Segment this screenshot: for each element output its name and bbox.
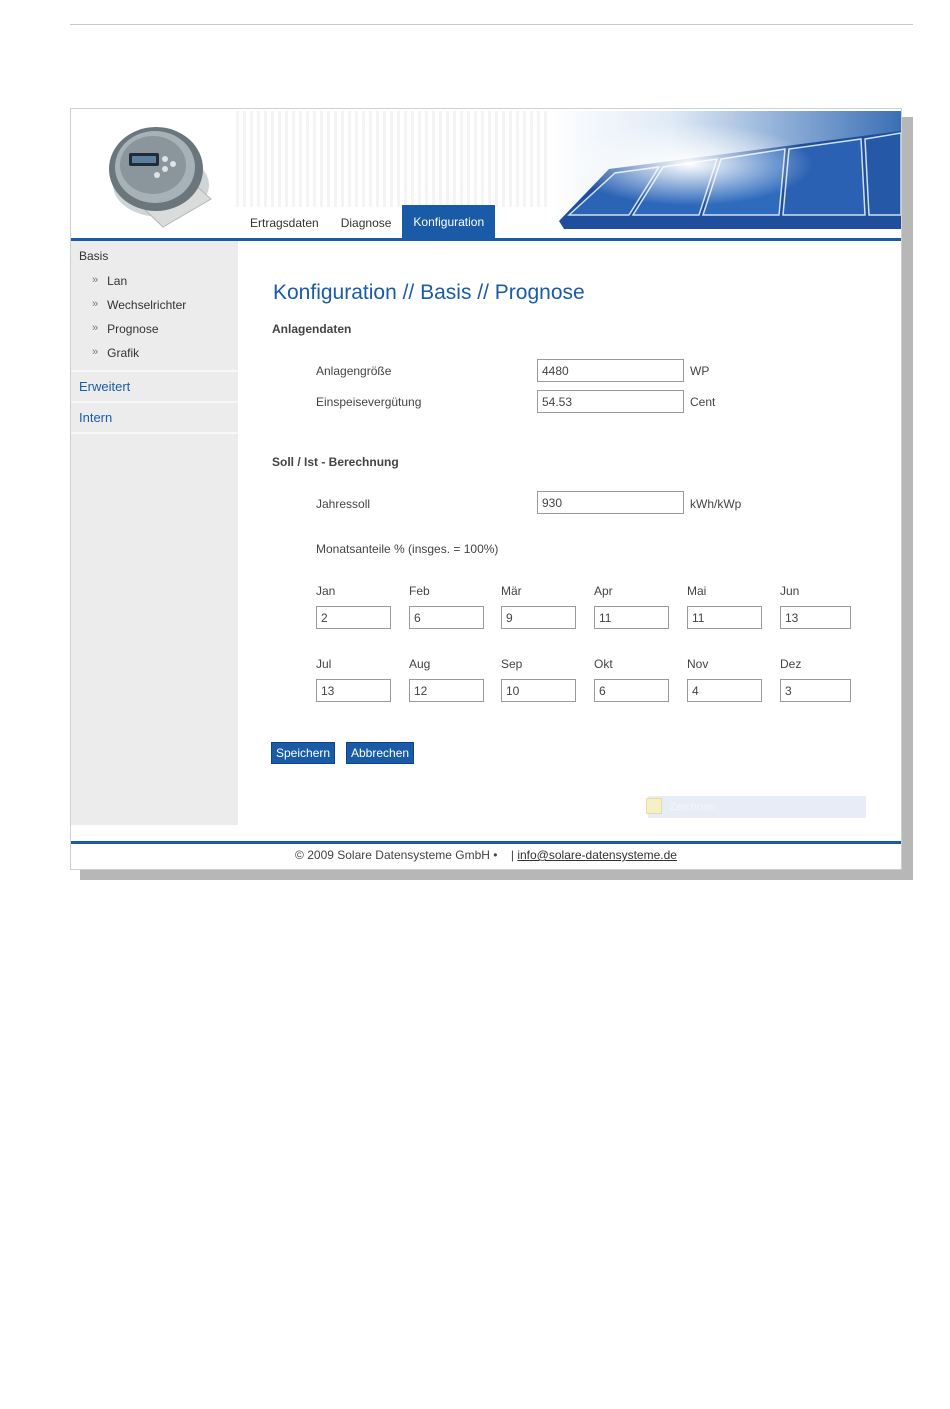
sidebar-item-prognose[interactable] [71,317,238,341]
sidebar-item-label: Prognose [107,322,159,336]
jahressoll-input[interactable] [537,491,684,514]
sidebar-item-lan[interactable] [71,269,238,293]
bullet-icon: » [92,298,99,310]
cancel-button[interactable]: Abbrechen [346,742,414,764]
anlagengroesse-input[interactable] [537,359,684,382]
tab-ertragsdaten[interactable]: Ertragsdaten [250,216,319,230]
month-label-mai: Mai [687,584,707,598]
header-decoration [236,111,556,207]
sidebar-link-intern[interactable]: Intern [71,403,238,434]
month-input-apr[interactable] [594,606,669,629]
month-label-feb: Feb [409,584,430,598]
footer-gap [71,825,901,841]
month-input-aug[interactable] [409,679,484,702]
page-top-rule [70,24,913,25]
footer-separator: | [510,848,514,862]
jahressoll-unit: kWh/kWp [690,497,742,511]
month-label-aug: Aug [409,657,431,671]
footer-email-link[interactable]: info@solare-datensysteme.de [517,848,677,862]
sidebar-section-basis: Basis [79,249,109,263]
month-input-nov[interactable] [687,679,762,702]
sidebar-item-label: Lan [107,274,128,288]
month-label-apr: Apr [594,584,613,598]
sidebar-item-wechselrichter[interactable] [71,293,238,317]
month-label-maer: Mär [501,584,522,598]
monatsanteile-label: Monatsanteile % (insges. = 100%) [316,542,499,556]
sidebar [71,241,238,825]
month-input-jun[interactable] [780,606,851,629]
month-input-sep[interactable] [501,679,576,702]
footer [71,844,901,870]
header [71,109,901,241]
einspeise-unit: Cent [690,395,716,409]
anlagengroesse-unit: WP [690,364,710,378]
month-label-okt: Okt [594,657,613,671]
device-logo [101,117,216,232]
bullet-icon: » [92,322,99,334]
month-label-jan: Jan [316,584,336,598]
month-input-maer[interactable] [501,606,576,629]
tab-konfiguration[interactable]: Konfiguration [402,205,495,239]
einspeise-label: Einspeisevergütung [316,395,422,409]
sidebar-item-label: Wechselrichter [107,298,187,312]
solar-panels-image [549,111,901,229]
section-soll-ist: Soll / Ist - Berechnung [272,455,399,469]
save-button[interactable]: Speichern [271,742,335,764]
month-label-jul: Jul [316,657,332,671]
month-input-mai[interactable] [687,606,762,629]
month-input-jan[interactable] [316,606,391,629]
month-input-dez[interactable] [780,679,851,702]
month-label-jun: Jun [780,584,800,598]
month-input-feb[interactable] [409,606,484,629]
month-label-nov: Nov [687,657,709,671]
month-input-jul[interactable] [316,679,391,702]
einspeise-input[interactable] [537,390,684,413]
month-label-dez: Dez [780,657,802,671]
month-input-okt[interactable] [594,679,669,702]
faded-toolbar-label: Zeichnen [670,801,716,813]
bullet-icon: » [92,346,99,358]
page-title: Konfiguration // Basis // Prognose [273,281,585,304]
section-anlagendaten: Anlagendaten [272,322,352,336]
main-tabs [239,205,495,239]
anlagengroesse-label: Anlagengröße [316,364,392,378]
sidebar-link-erweitert[interactable]: Erweitert [71,372,238,403]
jahressoll-label: Jahressoll [316,497,371,511]
bullet-icon: » [92,274,99,286]
tab-diagnose[interactable]: Diagnose [340,216,392,230]
footer-copyright: © 2009 Solare Datensysteme GmbH • [295,848,498,862]
faded-note-icon [646,798,662,814]
sidebar-item-grafik[interactable] [71,341,238,365]
main-content [238,241,901,825]
app-window [70,108,902,870]
sidebar-item-label: Grafik [107,346,140,360]
month-label-sep: Sep [501,657,523,671]
